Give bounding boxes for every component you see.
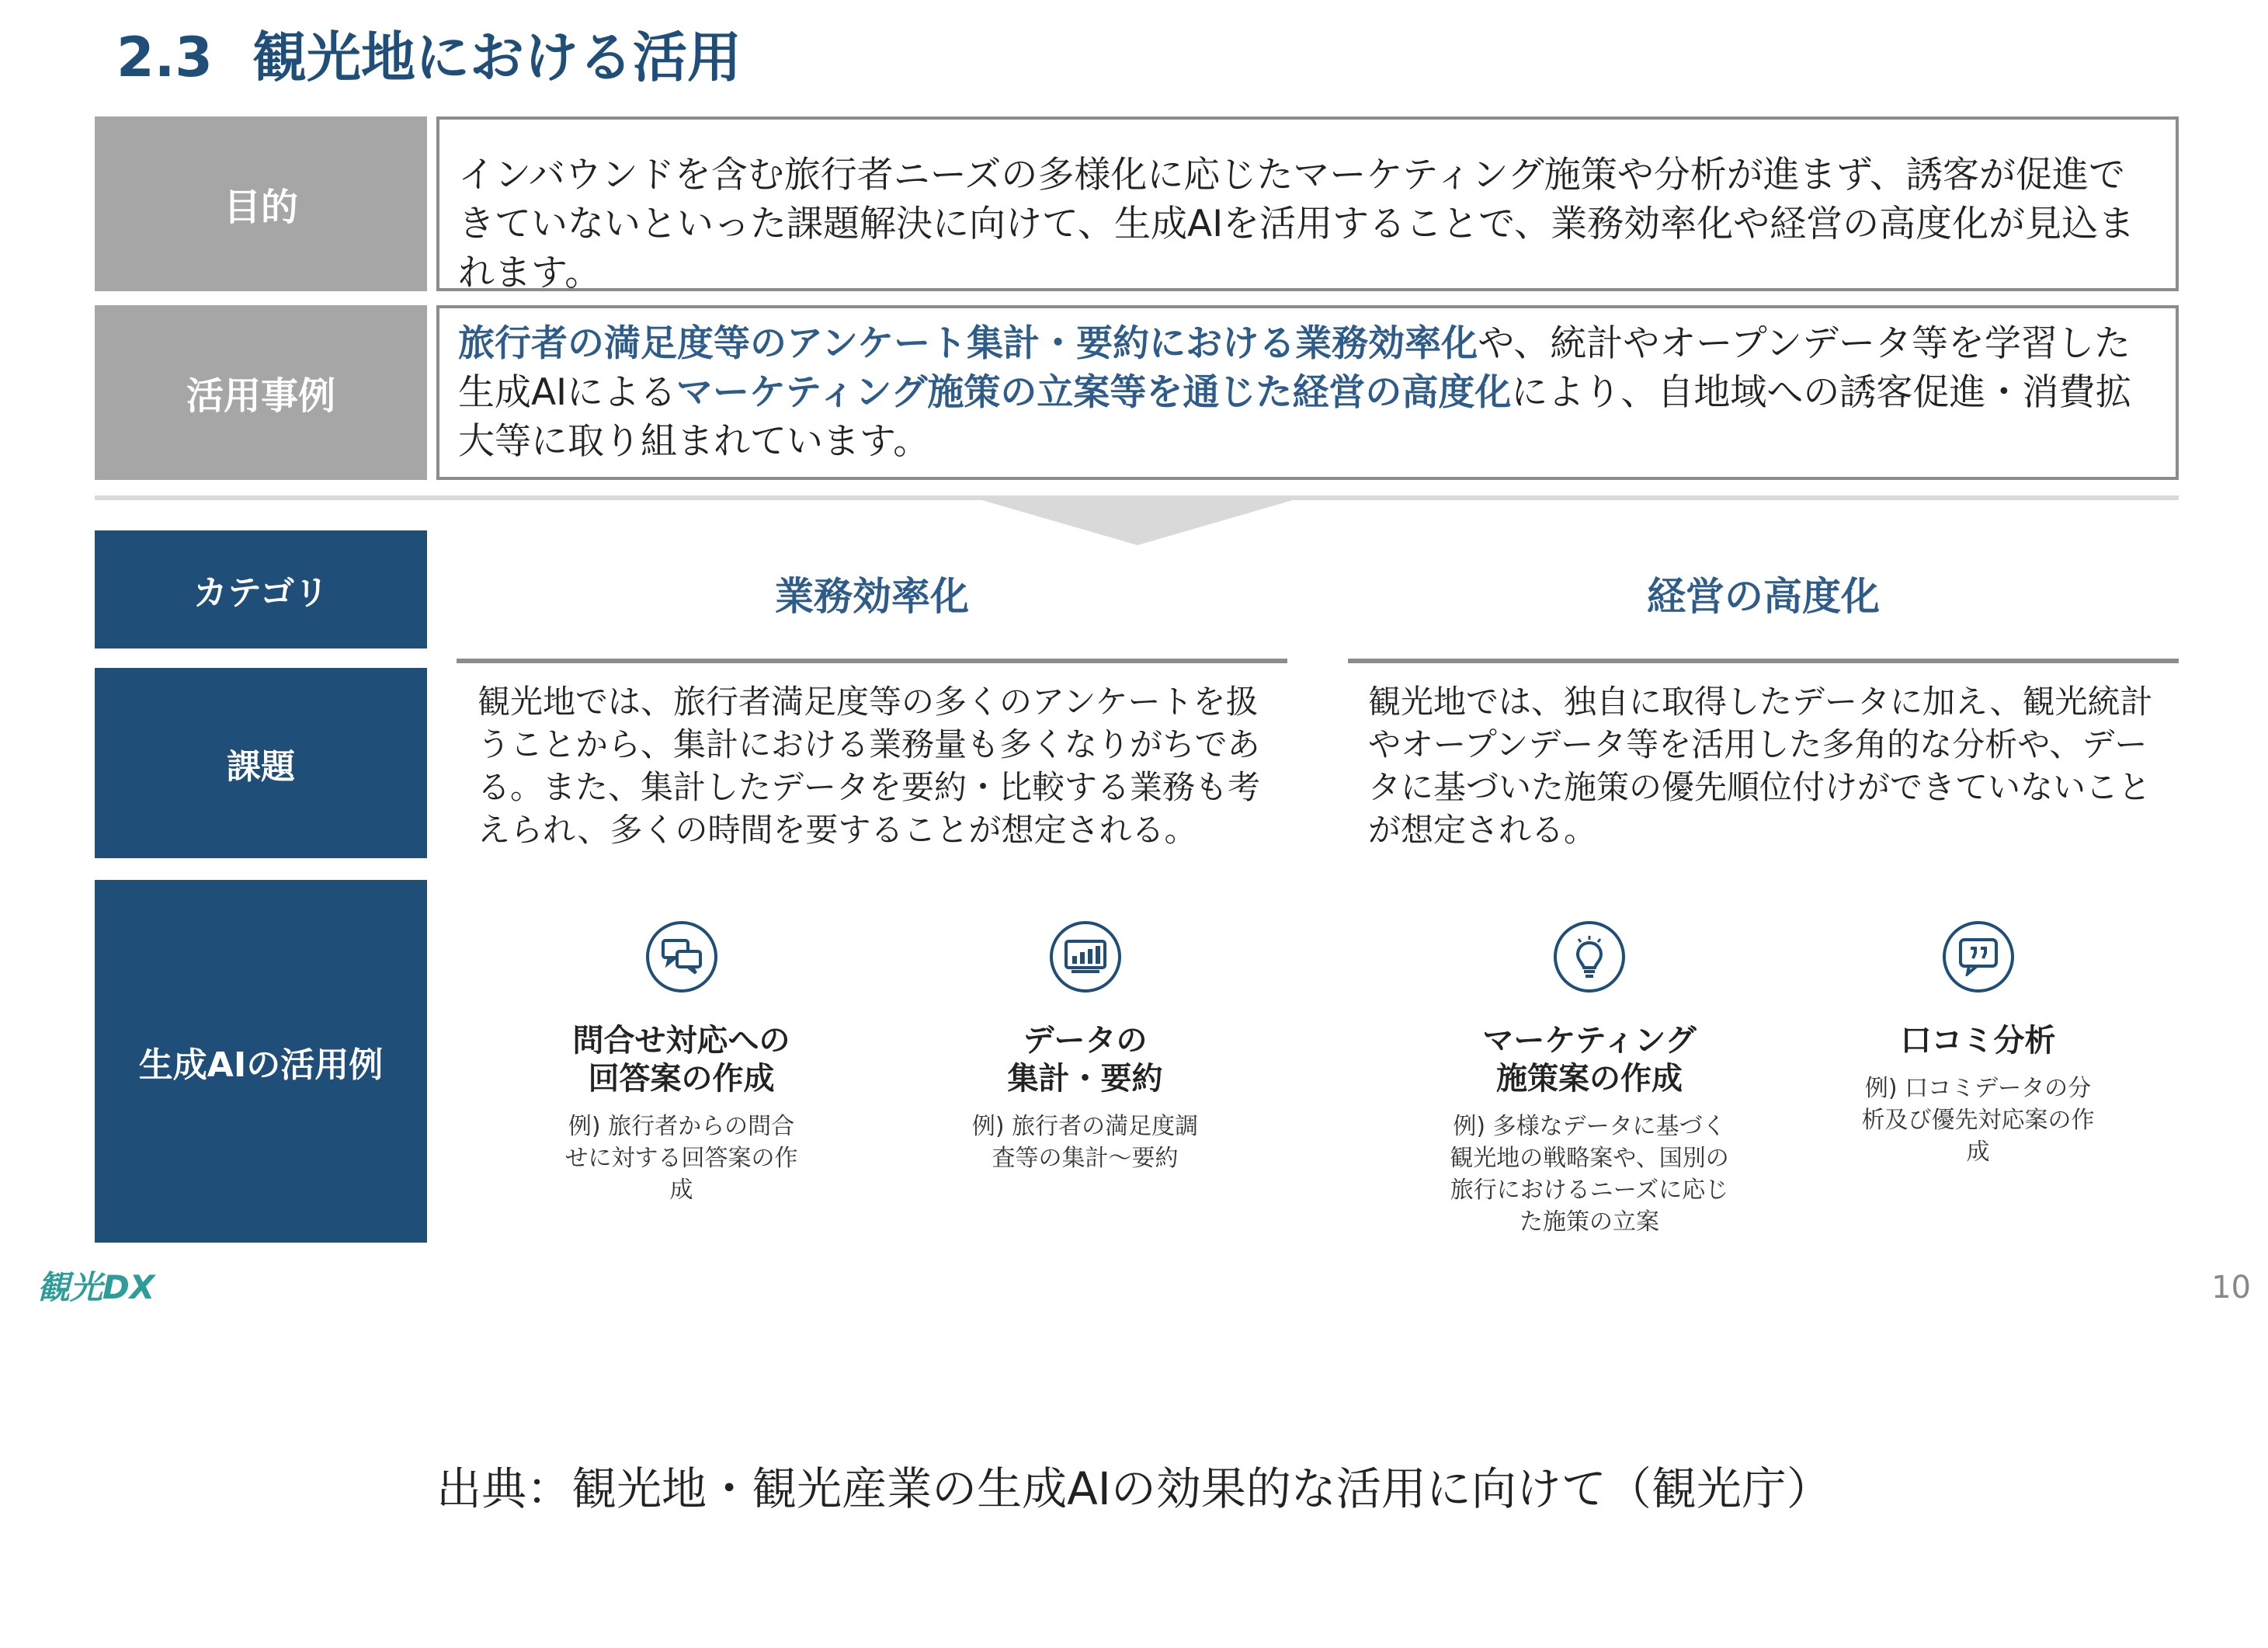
slide-title: [116, 14, 742, 92]
use-case-title-1: 問合せ対応への: [572, 1023, 790, 1059]
use-case-title-1: データの: [1023, 1023, 1148, 1059]
use-case-marketing: [1446, 921, 1733, 1238]
purpose-label: 目的: [95, 116, 427, 291]
use-case-title-2: 回答案の作成: [588, 1061, 775, 1097]
use-case-reviews: [1856, 921, 2100, 1168]
purpose-box: [436, 116, 2179, 294]
examples-text-2: により、自地域への誘客促進・消費拡大等に取り組まれています。: [458, 371, 2132, 463]
section-number: 2.3: [116, 26, 214, 89]
issue-text-efficiency: 観光地では、旅行者満足度等の多くのアンケートを扱うことから、集計における業務量も多くなりがちである。また、集計したデータを要約・比較する業務も考えられ、多くの時間を要することが想定される。: [478, 683, 1261, 849]
category-rule-management: [1348, 659, 2179, 663]
use-case-example: 例) 旅行者の満足度調査等の集計～要約: [971, 1113, 1199, 1172]
examples-text-1: や、統計やオープンデータ等を学習した生成AIによる: [458, 322, 2131, 414]
purpose-text: インバウンドを含む旅行者ニーズの多様化に応じたマーケティング施策や分析が進まず、誘客が促進できていないといった課題解決に向けて、生成AIを活用することで、業務効率化や経営の高度化が見込まれます。: [458, 154, 2135, 294]
examples-label: 活用事例: [95, 305, 427, 480]
category-title-efficiency: 業務効率化: [775, 574, 969, 619]
examples-highlight-1: 旅行者の満足度等のアンケート集計・要約における業務効率化: [458, 322, 1478, 365]
down-arrow-icon: [982, 500, 1293, 545]
examples-highlight-2: マーケティング施策の立案等を通じた経営の高度化: [676, 371, 1512, 414]
page-number: 10: [2211, 1270, 2251, 1306]
use-case-title-1: 口コミ分析: [1900, 1023, 2056, 1059]
use-case-title-2: 施策案の作成: [1496, 1061, 1683, 1097]
use-case-inquiry: [559, 921, 804, 1206]
bar-chart-icon: [1050, 921, 1121, 993]
issue-label: 課題: [95, 668, 427, 858]
category-title-management: 経営の高度化: [1647, 574, 1880, 619]
use-case-data-summary: [963, 921, 1207, 1174]
lightbulb-icon: [1554, 921, 1625, 993]
use-case-example: 例) 口コミデータの分析及び優先対応案の作成: [1861, 1075, 2095, 1166]
examples-box: [436, 305, 2179, 480]
category-rule-efficiency: [457, 659, 1287, 663]
issue-text-management: 観光地では、独自に取得したデータに加え、観光統計やオープンデータ等を活用した多角的な分析や、データに基づいた施策の優先順位付けができていないことが想定される。: [1368, 683, 2153, 849]
chat-bubbles-icon: [646, 921, 717, 993]
usage-label: 生成AIの活用例: [95, 880, 427, 1243]
quote-bubble-icon: [1943, 921, 2014, 993]
kanko-dx-logo: 観光DX: [37, 1268, 155, 1306]
use-case-title-2: 集計・要約: [1007, 1061, 1163, 1097]
use-case-example: 例) 多様なデータに基づく観光地の戦略案や、国別の旅行におけるニーズに応じた施策の立案: [1450, 1113, 1729, 1236]
title-text: 観光地における活用: [252, 26, 742, 89]
category-label: カテゴリ: [95, 530, 427, 648]
use-case-example: 例) 旅行者からの問合せに対する回答案の作成: [564, 1113, 798, 1204]
use-case-title-1: マーケティング: [1482, 1023, 1697, 1059]
source-caption: 出典：観光地・観光産業の生成AIの効果的な活用に向けて（観光庁）: [436, 1462, 1832, 1515]
